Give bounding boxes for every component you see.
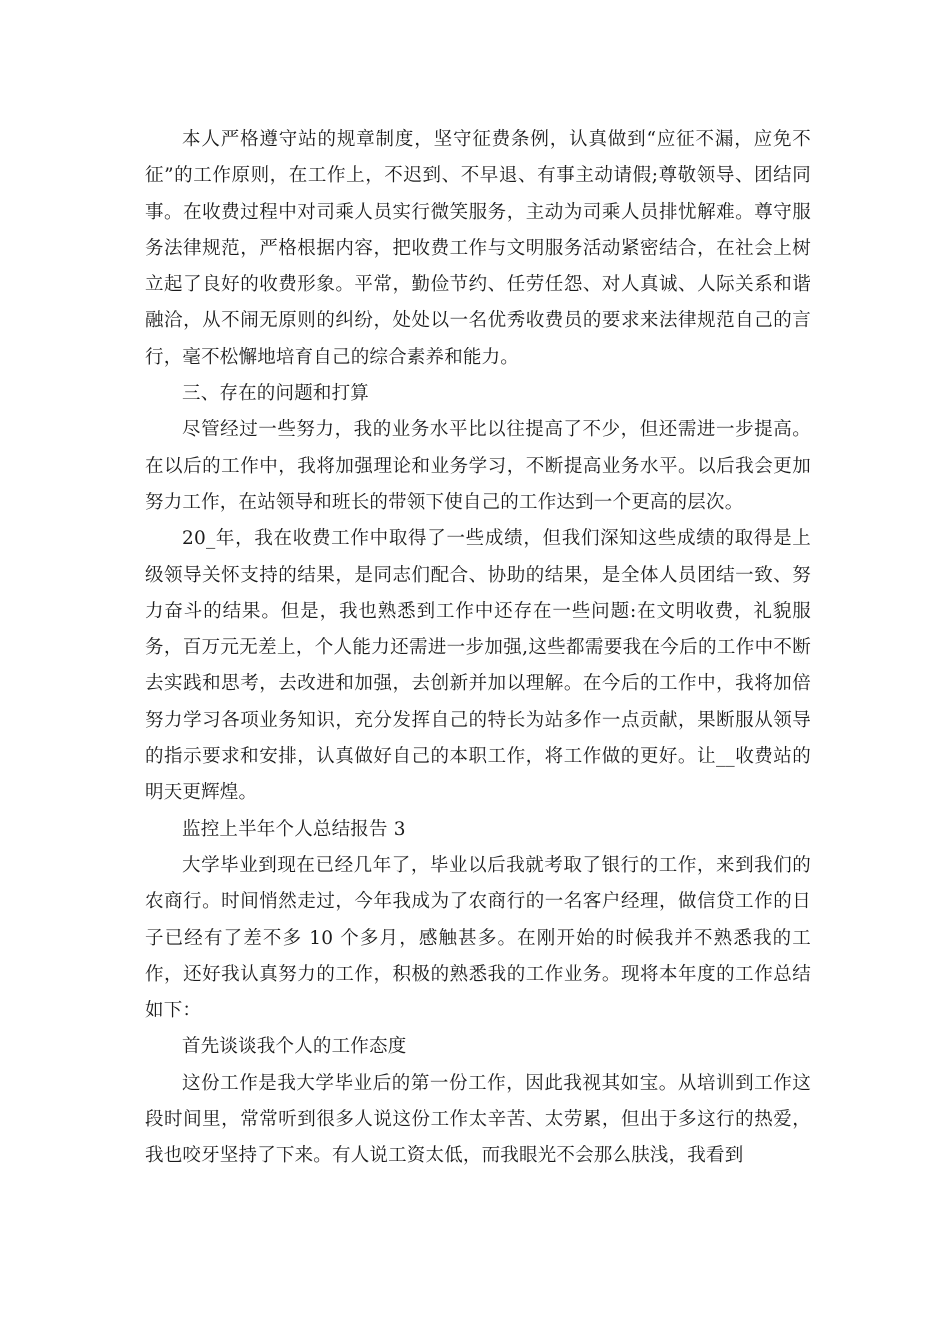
paragraph-achievements: 20_年，我在收费工作中取得了一些成绩，但我们深知这些成绩的取得是上级领导关怀支持的结果，是同志们配合、协助的结果，是全体人员团结一致、努力奋斗的结果。但是，我也熟悉到工作中还存在一些问题:在文明收费，礼貌服务，百万元无差上，个人能力还需进一步加强,这些都需要我在今后的工作中不断去实践和思考，去改进和加强，去创新并加以理解。在今后的工作中，我将加倍努力学习各项业务知识，充分发挥自己的特长为站多作一点贡献，果断服从领导的指示要求和安排，认真做好自己的本职工作，将工作做的更好。让__收费站的明天更辉煌。 (145, 528, 811, 804)
paragraph-introduction: 大学毕业到现在已经几年了，毕业以后我就考取了银行的工作，来到我们的农商行。时间悄然走过，今年我成为了农商行的一名客户经理，做信贷工作的日子已经有了差不多 10 个多月，感触甚多。在刚开始的时候我并不熟悉我的工作，还好我认真努力的工作，积极的熟悉我的工作业务。现将本年度的工作总结如下： (145, 854, 811, 1022)
paragraph-first-job: 这份工作是我大学毕业后的第一份工作，因此我视其如宝。从培训到工作这段时间里，常常听到很多人说这份工作太辛苦、太劳累，但出于多这行的热爱，我也咬牙坚持了下来。有人说工资太低，而我眼光不会那么肤浅，我看到 (145, 1072, 811, 1167)
document-body (145, 122, 811, 1175)
paragraph-improvement: 尽管经过一些努力，我的业务水平比以往提高了不少，但还需进一步提高。在以后的工作中，我将加强理论和业务学习，不断提高业务水平。以后我会更加努力工作，在站领导和班长的带领下使自己的工作达到一个更高的层次。 (145, 419, 811, 513)
subheading-work-attitude: 首先谈谈我个人的工作态度 (182, 1036, 407, 1058)
paragraph-conduct: 本人严格遵守站的规章制度，坚守征费条例，认真做到“应征不漏，应免不征”的工作原则，在工作上，不迟到、不早退、有事主动请假;尊敬领导、团结同事。在收费过程中对司乘人员实行微笑服务，主动为司乘人员排忧解难。尊守服务法律规范，严格根据内容，把收费工作与文明服务活动紧密结合，在社会上树立起了良好的收费形象。平常，勤俭节约、任劳任怨、对人真诚、人际关系和谐融洽，从不闹无原则的纠纷，处处以一名优秀收费员的要求来法律规范自己的言行，毫不松懈地培育自己的综合素养和能力。 (145, 129, 811, 368)
section-heading-problems-plans: 三、存在的问题和打算 (182, 383, 370, 405)
report-title-3: 监控上半年个人总结报告 3 (182, 818, 406, 840)
